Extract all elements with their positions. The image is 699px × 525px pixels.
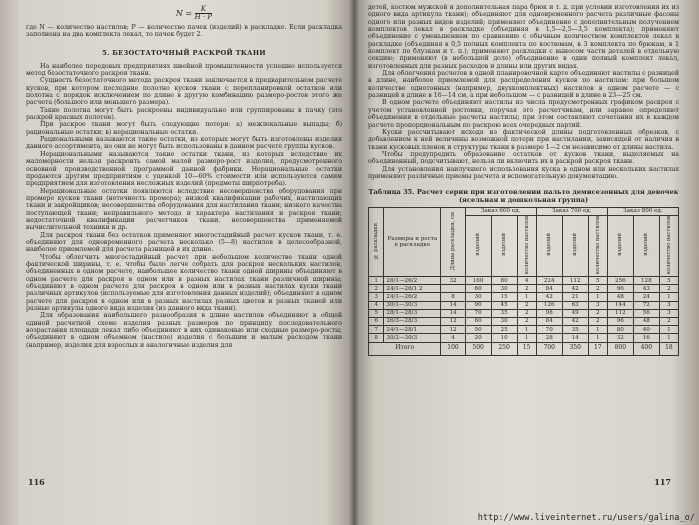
paragraph: Для облегчения расчетов в одной планировочной карте объединяют настилы с разницей в длине, наиболее приемлемой для распределения кусков по настилам: при большом количестве однотонных (например, двухкомплектных) настилов в одном расчете — с разницей в длине в 16—14 см, а при небольшом — с разницей в длине в 23—25 см. [368,70,679,100]
table-caption: Таблица 35. Расчет серии при изготовлении пальто демисезонных для девочек (ясельная и дошкольная группа) [368,188,679,204]
intro-paragraph: где N — количество настилов; P — количество пачек (изделий) в раскладке. Если раскладка заполнена на два комплекта лекал, то пачек будет 2. [26,24,342,39]
table-row: 7 24/1—28/1 12 50 25 1 70 35 1 80 40 1 [369,326,679,334]
table-row: 6 26/3—28/3 12 60 30 2 84 42 2 96 48 2 [369,318,679,326]
formula-denominator: H · P [194,13,213,21]
header-group-600: Заказ 600 ед. [465,208,536,215]
table-total-row: Итого 100 500 250 15 700 350 17 800 400 18 [369,342,679,355]
paragraph: Рациональными называются такие остатки, из которых могут быть изготовлены изделия данного ассортимента, но они не могут быть использованы в данном расчете группы кусков. [26,136,342,151]
header-length: Длина раскладки, см [441,208,465,277]
page-number: 116 [28,477,45,487]
paragraph: Такие полотна могут быть раскроены индивидуально или группированы в пачку (это раскрой красных полотен). [26,106,342,122]
sub-header: количество настилов [588,215,607,276]
sub-header: изделий [562,215,588,276]
table-row: 2 24/1—26/1 2 60 30 2 84 42 2 96 43 2 [369,285,679,293]
paragraph: На наиболее передовых предприятиях швейной промышленности успешно используется метод безостаточного раскроя ткани. [26,62,342,78]
header-size: Размеры и роста в раскладке [384,208,441,277]
book-gutter [349,0,359,525]
page-number: 117 [654,477,671,487]
paragraph: Для установления наилучшего использования куска в одном или нескольких настилах применяют различные приемы расчета и вспомогательную документацию. [368,165,679,180]
paragraph: В одном расчете объединяют настилы из числа предусмотренных графиком раскроя с учетом установленной ростовки, поручая это расчетчикам, или заранее определяют объединения в отдельные расчеты настилы; при этом составляют сочетания их в каждом расчете пропорциональным по раскрою всех очередных партий. [368,99,679,129]
formula-fraction [195,6,213,21]
paragraph: При раскрое ткани могут быть следующие потери: а) межлекальные выпады; б) рациональные остатки; в) нерациональные остатки. [26,121,342,136]
sub-header: изделий [536,215,562,276]
table-row: 5 28/1—28/3 14 70 35 2 98 49 2 112 56 3 [369,309,679,317]
table-row: 3 24/1—26/2 8 30 15 1 42 21 1 48 24 1 [369,293,679,301]
sub-header: количество настилов [659,215,678,276]
sub-header: количество настилов [517,215,536,276]
paragraph: Чтобы облегчить многостадийный расчет при небольшом количестве ткани одной фактической ширины, т. е. чтобы было легче собрать для раскроя нескольких настилов, объединенных в одном расчете, наибольшее количество ткани одной ширины объединяют в одном расчете для раскроя в одном или в разных настилах ткани различной ширины; объединяют в одном расчете для раскроя в одном или в разных настилах куски ткани различных артикулов (используемые для изготовления данных изделий); объединяют в одном расчете для раскроя в одном или в разных настилах разных цветов и разных тканей или разные артикулы одного вида изделия (из данного вида ткани). [26,253,342,313]
paragraph: Сущность безостаточного метода раскроя ткани заключается в предварительном расчете кусков, при котором последние полотно кусков ткани с перепланировкой остатков или полотна с порядок исключением по длине в другую комбинацию размеро-ростов этого же расчета (большого или меньшего размера). [26,77,342,107]
paragraph: детей, костюм мужской и дополнительная пара брюк и т. д. при условии изготовления их из одного вида артикула ткани); объединяют для одновременного расчета различные фасоны одного или разных видов изделий; применяют объединение с дополнительным получением комплектов лекал в раскладке (объединяя в 1,5—2,5—3,5 комплекта); применяют объединение с уменьшением по сравнению с обычным количеством комплектов лекал в раскладке (объединяя в 0,5 полных комплекта по костюмам, в 3 комплекта по брюкам, в 1 комплект по блузкам и т. п.); применяют раскладки с выносом части деталей в отдельную секцию; применяют (в небольшой доле) объединение в один полный комплект лекал, изготовленных для разных расходов и длины или других видах. [368,4,679,70]
sub-header: изделий [633,215,659,276]
table-row: 8 30/2—30/3 4 20 10 1 28 14 1 32 16 1 [369,334,679,342]
formula-numerator: K [195,6,213,14]
paragraph: Для образования наибольшего разнообразия в длине настилов объединяют в общей единой расчетной схеме изделия разных размеров по принципу последовательного возрастания площади лекал либо объединяют в них одинаковые или сходные размеро-росты; объединяют в одном объемном (настиле) изделия с большим и малым расходом ткани (например, изделия для взрослых и аналогичные изделия для [26,312,342,349]
paragraph: Куски рассчитывают исходя из фактической длины подготовленных обрезков, с добавлением к ней величины возможной потери при настилании, зависящей от наличия в ткани кусковых пленок и структуры ткани в размере 1—2 см независимо от длины настила. [368,128,679,151]
paragraph: Для раскроя ткани без остатков применяют многостадийный расчет кусков ткани, т. е. объединяют для одновременного расчета несколько (5—8) настилов в целесообразной, наиболее приемлемой для расчета разницей в их длине. [26,231,342,254]
table-row: 4 30/1—30/3 14 90 45 2 126 63 3 144 72 3 [369,301,679,309]
table-row: 1 26/1—26/2 32 160 80 4 224 112 5 256 128 5 [369,277,679,285]
header-group-700: Заказ 700 ед. [536,208,607,215]
paragraph: Чтобы предупредить образование остатков от кусков ткани, выделяемых на объединенный, подсчитывают, нельзя ли включить их в раскрой раскроя ткани. [368,150,679,166]
paragraph: Нерациональные остатки появляются вследствие несовершенства оборудования при промере кусков ткани (неточность промера); низкой квалификации рабочих, настилающих ткани и закройщиков; несовершенства оборудования для настилания ткани; низкого качества поступающей ткани; неправильного метода и характера настилания и раскроя ткани; недостаточной квалификации расчетчиков ткани, несовершенства применяемой вычислительной техники и др. [26,187,342,232]
right-page [354,0,699,525]
sub-header: изделий [491,215,517,276]
header-number: № раскладки [369,208,384,277]
section-title: 5. БЕЗОСТАТОЧНЫЙ РАСКРОЙ ТКАНИ [102,48,266,57]
header-group-800: Заказ 800 ед. [607,208,678,215]
sub-header: изделий [607,215,633,276]
sub-header: изделий [465,215,491,276]
paragraph: Нерациональными называются такие остатки ткани, из которых вследствие их маломерности нельзя раскроить самой малой размеро-рост изделия, предусмотренного основной производственной программой данной фабрики. Нерациональные остатки продаются другим предприятиям с уценкой 10—60% стоимости или используются самим предприятием для изготовления несложных изделий (предметы ширпотреба). [26,150,342,188]
formula-lhs: N = [175,8,193,18]
data-table [368,207,679,355]
watermark-url: http://www.liveinternet.ru/users/galina_o/ [477,513,695,523]
formula [46,6,342,24]
